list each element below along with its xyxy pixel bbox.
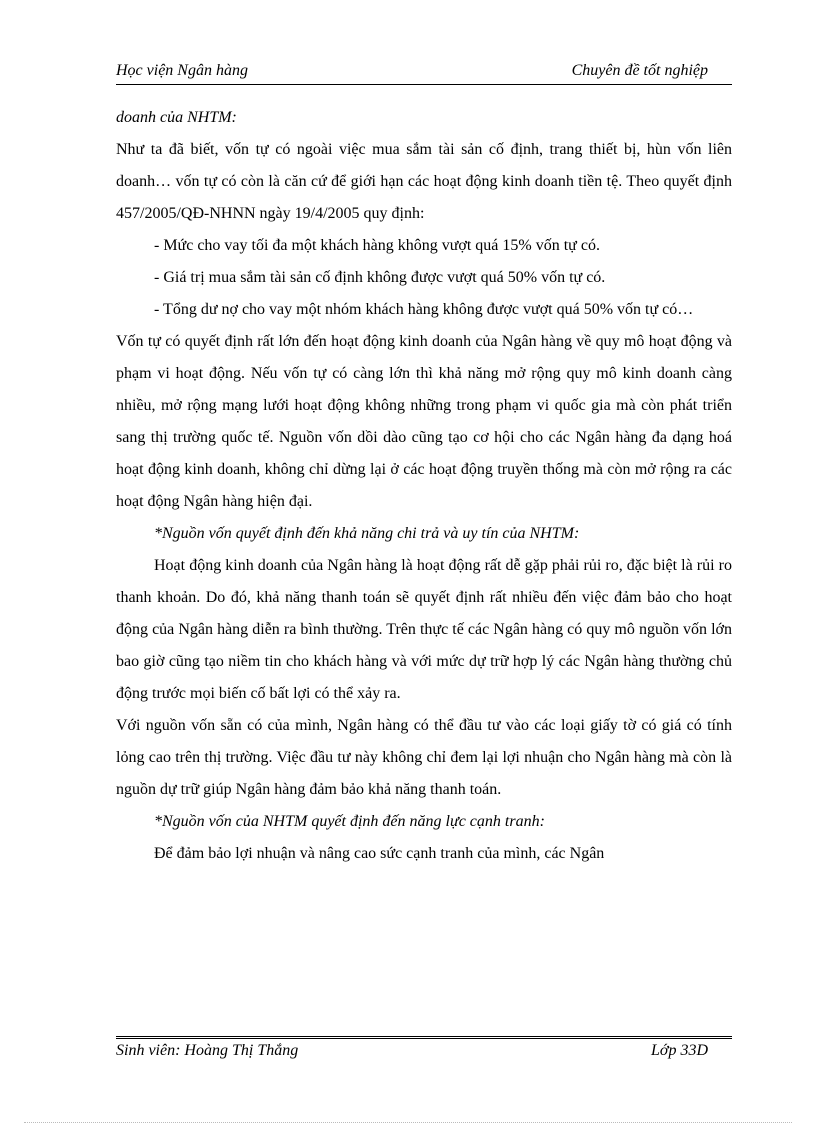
paragraph: *Nguồn vốn của NHTM quyết định đến năng lực cạnh tranh: [154, 813, 545, 830]
paragraph: *Nguồn vốn quyết định đến khả năng chi trả và uy tín của NHTM: [154, 525, 580, 542]
paragraph: doanh của NHTM: [116, 109, 237, 126]
paragraph: Như ta đã biết, vốn tự có ngoài việc mua sắm tài sản cố định, trang thiết bị, hùn vốn liên doanh… vốn tự có còn là căn cứ để giới hạn các hoạt động kinh doanh tiền tệ. Theo quyết định 457/2005/QĐ-NHNN ngày 19/4/2005 quy định: [116, 141, 732, 222]
footer-class: Lớp 33D [651, 1042, 708, 1059]
header-institution: Học viện Ngân hàng [116, 62, 248, 79]
paragraph: Để đảm bảo lợi nhuận và nâng cao sức cạnh tranh của mình, các Ngân [154, 845, 605, 862]
paragraph: - Tổng dư nợ cho vay một nhóm khách hàng không được vượt quá 50% vốn tự có… [154, 301, 694, 318]
paragraph: Hoạt động kinh doanh của Ngân hàng là hoạt động rất dễ gặp phải rủi ro, đặc biệt là rủi ro thanh khoản. Do đó, khả năng thanh toán sẽ quyết định rất nhiều đến việc đảm bảo cho hoạt động của Ngân hàng diễn ra bình thường. Trên thực tế các Ngân hàng có quy mô nguồn vốn lớn bao giờ cũng tạo niềm tin cho khách hàng và với mức dự trữ hợp lý các Ngân hàng thường chủ động trước mọi biến cố bất lợi có thể xảy ra. [116, 557, 732, 702]
footer-student: Sinh viên: Hoàng Thị Thắng [116, 1042, 299, 1059]
footer-rule [116, 1036, 732, 1039]
paragraph: Với nguồn vốn sẵn có của mình, Ngân hàng có thể đầu tư vào các loại giấy tờ có giá có tính lỏng cao trên thị trường. Việc đầu tư này không chỉ đem lại lợi nhuận cho Ngân hàng mà còn là nguồn dự trữ giúp Ngân hàng đảm bảo khả năng thanh toán. [116, 717, 732, 798]
paragraph: - Giá trị mua sắm tài sản cố định không được vượt quá 50% vốn tự có. [154, 269, 606, 286]
page-body [116, 102, 732, 870]
paragraph: Vốn tự có quyết định rất lớn đến hoạt động kinh doanh của Ngân hàng về quy mô hoạt động và phạm vi hoạt động. Nếu vốn tự có càng lớn thì khả năng mở rộng quy mô kinh doanh càng nhiều, mở rộng mạng lưới hoạt động không những trong phạm vi quốc gia mà còn phát triển sang thị trường quốc tế. Nguồn vốn dồi dào cũng tạo cơ hội cho các Ngân hàng đa dạng hoá hoạt động kinh doanh, không chỉ dừng lại ở các hoạt động truyền thống mà còn mở rộng ra các hoạt động Ngân hàng hiện đại. [116, 333, 732, 510]
page-header [116, 60, 732, 85]
header-document-type: Chuyên đề tốt nghiệp [571, 62, 708, 79]
paragraph: - Mức cho vay tối đa một khách hàng không vượt quá 15% vốn tự có. [154, 237, 600, 254]
